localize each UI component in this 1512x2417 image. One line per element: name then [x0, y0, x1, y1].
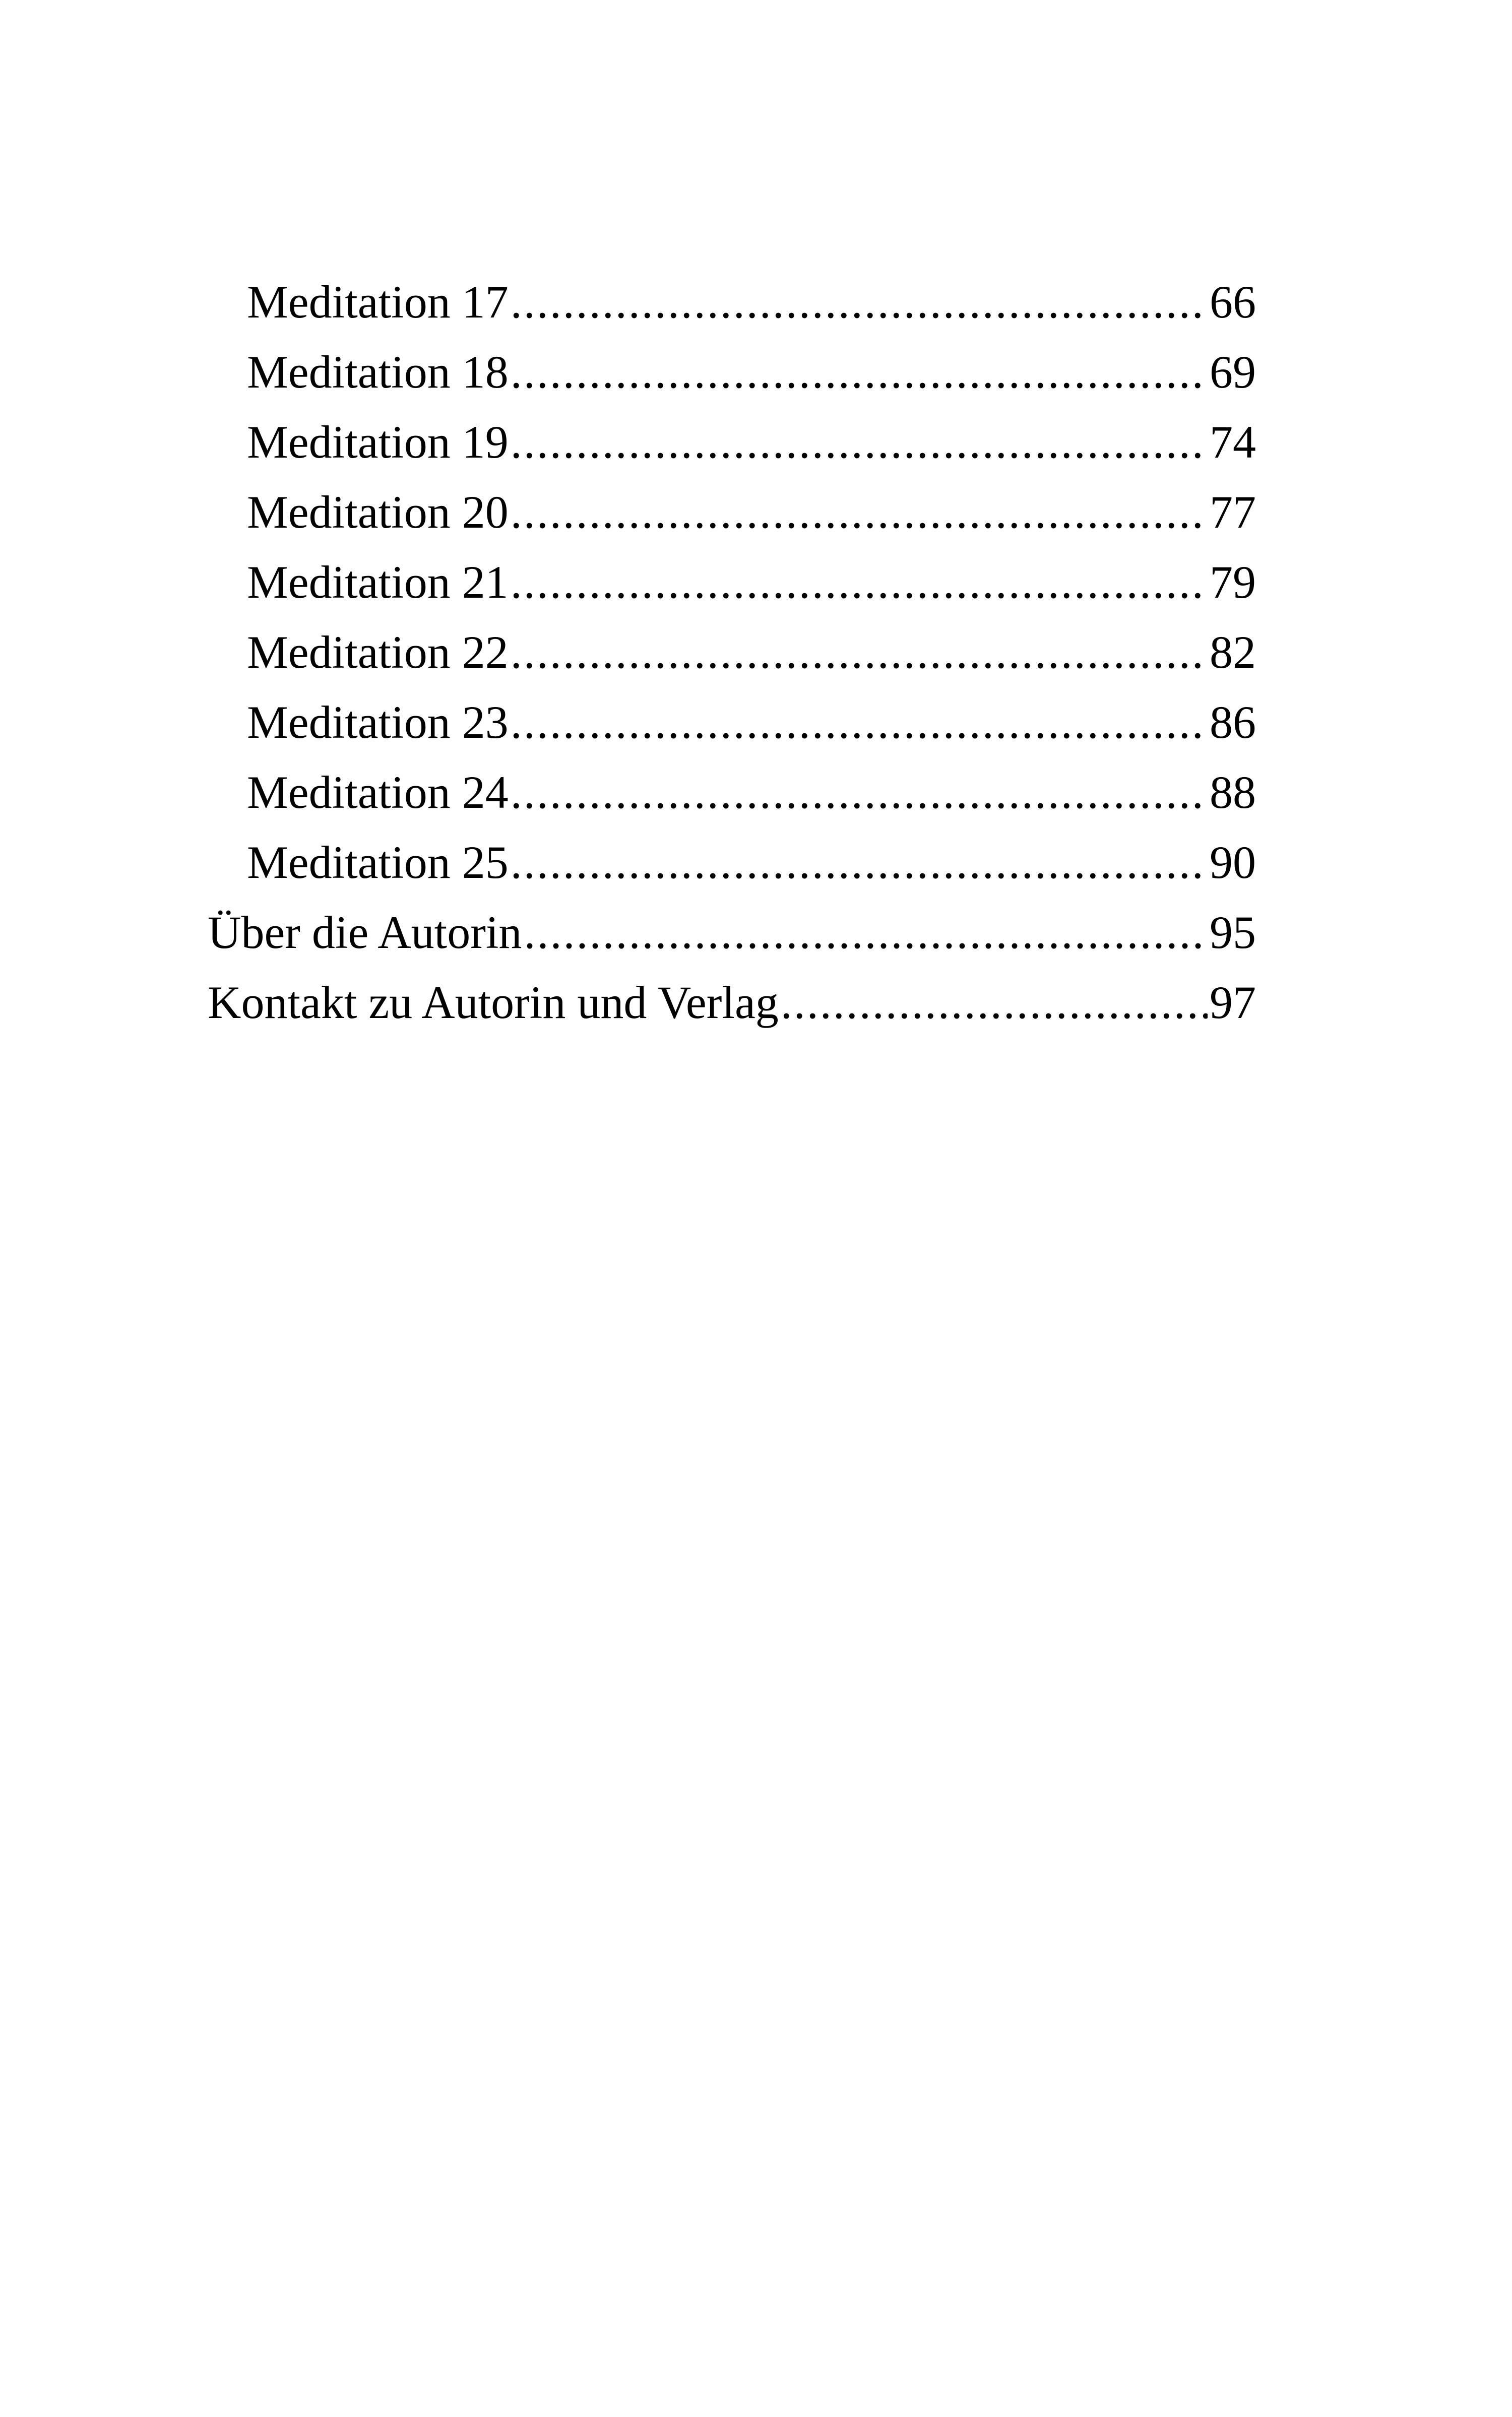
- toc-dot-leader: [511, 407, 1208, 477]
- toc-entry-page-number: 69: [1210, 346, 1256, 398]
- toc-dot-leader: [511, 337, 1208, 407]
- toc-dot-leader: [511, 617, 1208, 687]
- toc-entry-page-number: 82: [1210, 626, 1256, 678]
- toc-entry-title: Meditation 23: [247, 696, 509, 748]
- toc-entry-meditation-24[interactable]: [208, 757, 1256, 828]
- toc-entry-page-number: 66: [1210, 276, 1256, 328]
- toc-entry-page-number: 74: [1210, 416, 1256, 468]
- toc-entry-title: Meditation 17: [247, 276, 509, 328]
- toc-entry-page-number: 90: [1210, 837, 1256, 888]
- toc-entry-meditation-20[interactable]: [208, 477, 1256, 547]
- toc-entry-meditation-21[interactable]: [208, 547, 1256, 617]
- toc-entry-meditation-23[interactable]: [208, 687, 1256, 757]
- toc-dot-leader: [781, 968, 1208, 1038]
- toc-entry-page-number: 95: [1210, 907, 1256, 958]
- toc-entry-title: Meditation 19: [247, 416, 509, 468]
- toc-entry-contact[interactable]: [208, 968, 1256, 1038]
- toc-entry-title: Meditation 25: [247, 837, 509, 888]
- toc-entry-meditation-18[interactable]: [208, 337, 1256, 407]
- toc-entry-title: Meditation 24: [247, 767, 509, 818]
- toc-entry-page-number: 79: [1210, 556, 1256, 608]
- toc-entry-page-number: 86: [1210, 696, 1256, 748]
- toc-entry-title: Meditation 21: [247, 556, 509, 608]
- toc-entry-meditation-19[interactable]: [208, 407, 1256, 477]
- toc-entry-title: Kontakt zu Autorin und Verlag: [208, 977, 779, 1028]
- toc-entry-page-number: 97: [1210, 977, 1256, 1028]
- toc-entry-title: Meditation 18: [247, 346, 509, 398]
- toc-entry-page-number: 77: [1210, 486, 1256, 538]
- toc-dot-leader: [511, 757, 1208, 828]
- toc-entry-about-author[interactable]: [208, 898, 1256, 968]
- toc-dot-leader: [511, 828, 1208, 898]
- toc-entry-title: Über die Autorin: [208, 907, 522, 958]
- toc-entry-title: Meditation 22: [247, 626, 509, 678]
- toc-entry-page-number: 88: [1210, 767, 1256, 818]
- toc-dot-leader: [524, 898, 1208, 968]
- toc-dot-leader: [511, 477, 1208, 547]
- toc-entry-meditation-17[interactable]: [208, 267, 1256, 337]
- toc-dot-leader: [511, 267, 1208, 337]
- toc-entry-meditation-25[interactable]: [208, 828, 1256, 898]
- toc-dot-leader: [511, 547, 1208, 617]
- table-of-contents: [208, 267, 1256, 1038]
- toc-dot-leader: [511, 687, 1208, 757]
- toc-entry-meditation-22[interactable]: [208, 617, 1256, 687]
- toc-entry-title: Meditation 20: [247, 486, 509, 538]
